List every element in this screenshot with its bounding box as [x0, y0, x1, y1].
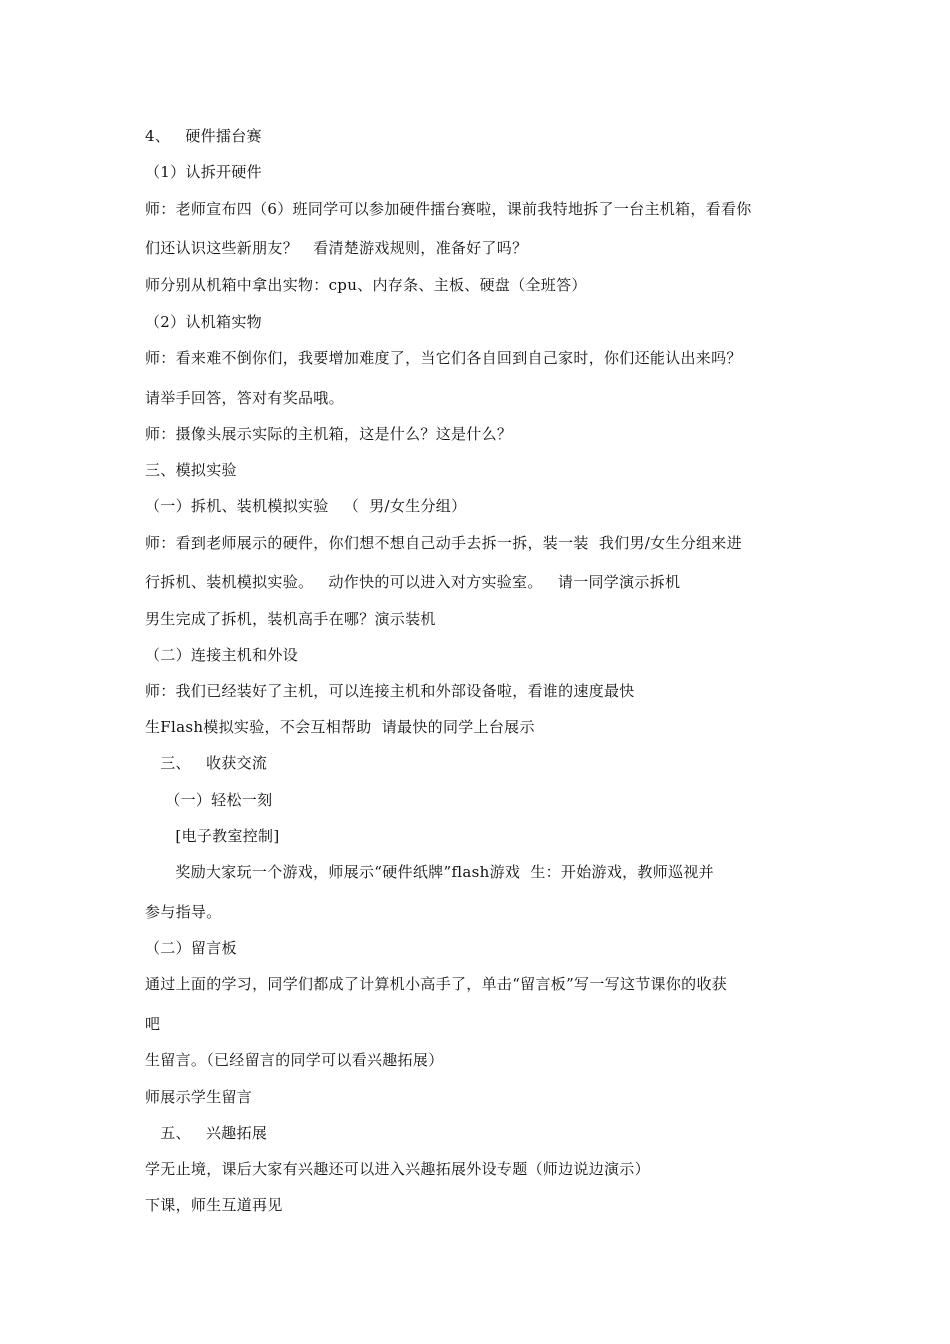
text-line: 师：看到老师展示的硬件，你们想不想自己动手去拆一拆，装一装 我们男/女生分组来进: [145, 534, 742, 552]
text-line: 通过上面的学习，同学们都成了计算机小高手了，单击“留言板”写一写这节课你的收获: [145, 975, 728, 993]
text-line: （二）连接主机和外设: [145, 646, 299, 664]
text-line: 生留言。（已经留言的同学可以看兴趣拓展）: [145, 1051, 444, 1069]
text-line: 4、 硬件擂台赛: [145, 127, 262, 145]
text-line: （二）留言板: [145, 939, 237, 957]
text-line: （1）认拆开硬件: [145, 163, 262, 181]
text-line: 师：老师宣布四（6）班同学可以参加硬件擂台赛啦，课前我特地拆了一台主机箱，看看你: [145, 200, 752, 218]
text-line: 行拆机、装机模拟实验。 动作快的可以进入对方实验室。 请一同学演示拆机: [145, 573, 681, 591]
text-line: 男生完成了拆机，装机高手在哪？演示装机: [145, 610, 436, 628]
text-line: 吧: [145, 1015, 161, 1033]
section-heading: 三、 收获交流: [145, 754, 268, 772]
text-line: 师展示学生留言: [145, 1088, 253, 1106]
text-line: 师分别从机箱中拿出实物：cpu、内存条、主板、硬盘（全班答）: [145, 276, 587, 294]
text-line: （一）拆机、装机模拟实验 （ 男/女生分组）: [145, 497, 467, 515]
text-line: 们还认识这些新朋友？ 看清楚游戏规则，准备好了吗？: [145, 239, 528, 257]
text-line: 参与指导。: [145, 903, 222, 921]
text-line: 奖励大家玩一个游戏，师展示“硬件纸牌”flash游戏 生：开始游戏，教师巡视并: [145, 863, 714, 881]
section-heading: 三、模拟实验: [145, 461, 237, 479]
text-line: 生Flash模拟实验，不会互相帮助 请最快的同学上台展示: [145, 718, 535, 736]
text-line: 下课，师生互道再见: [145, 1196, 283, 1214]
text-line: 请举手回答，答对有奖品哦。: [145, 389, 344, 407]
text-line: [电子教室控制]: [145, 827, 280, 845]
text-line: 师：我们已经装好了主机，可以连接主机和外部设备啦，看谁的速度最快: [145, 682, 635, 700]
text-line: （2）认机箱实物: [145, 313, 262, 331]
text-line: （一）轻松一刻: [145, 791, 273, 809]
text-line: 师：看来难不倒你们，我要增加难度了，当它们各自回到自己家时，你们还能认出来吗？: [145, 349, 742, 367]
text-line: 师：摄像头展示实际的主机箱，这是什么？这是什么？: [145, 425, 513, 443]
text-line: 学无止境，课后大家有兴趣还可以进入兴趣拓展外设专题（师边说边演示）: [145, 1160, 650, 1178]
section-heading: 五、 兴趣拓展: [145, 1124, 268, 1142]
